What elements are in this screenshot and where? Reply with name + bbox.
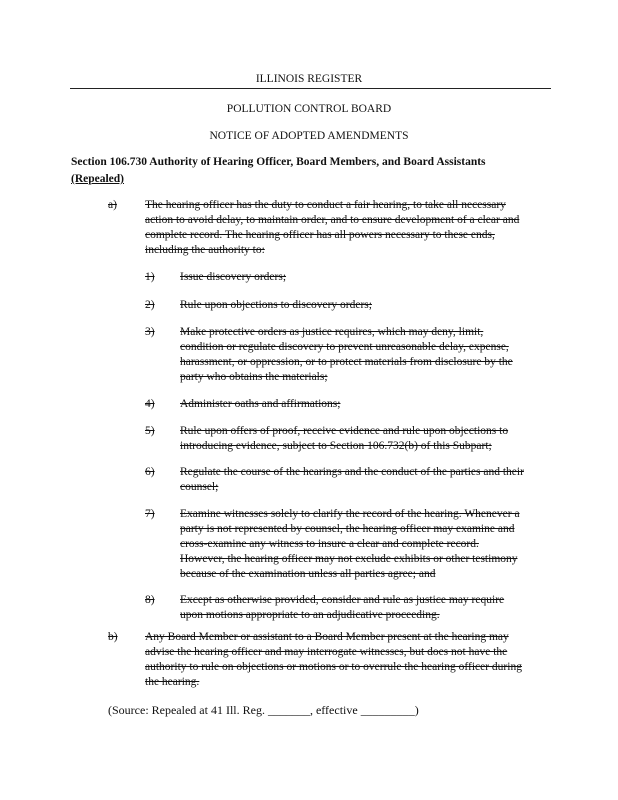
notice-title: NOTICE OF ADOPTED AMENDMENTS xyxy=(209,130,409,142)
text-line: Rule upon objections to discovery orders; xyxy=(180,299,372,311)
section-title: Section 106.730 Authority of Hearing Officer, Board Members, and Board Assistants xyxy=(71,156,486,168)
paragraph-label: 7) xyxy=(145,508,155,520)
text-line: However, the hearing officer may not exclude exhibits or other testimony xyxy=(180,553,518,565)
paragraph-text xyxy=(180,325,513,385)
paragraph-label: 4) xyxy=(145,398,155,410)
text-line: Make protective orders as justice requires, which may deny, limit, xyxy=(180,326,484,338)
text-line: cross-examine any witness to insure a clear and complete record. xyxy=(180,538,479,550)
text-line: complete record. The hearing officer has all powers necessary to these ends, xyxy=(145,229,495,241)
text-line: party who obtains the materials; xyxy=(180,371,328,383)
agency-name: POLLUTION CONTROL BOARD xyxy=(226,103,392,115)
paragraph-label: 8) xyxy=(145,594,155,606)
text-line: Rule upon offers of proof, receive evidence and rule upon objections to xyxy=(180,425,509,437)
paragraph-text xyxy=(145,198,519,258)
paragraph-text xyxy=(180,424,508,454)
text-line: Issue discovery orders; xyxy=(180,271,287,283)
paragraph-text xyxy=(180,270,286,285)
text-line: Regulate the course of the hearings and the conduct of the parties and their xyxy=(180,466,524,478)
text-line: Except as otherwise provided, consider and rule as justice may require xyxy=(180,594,505,606)
paragraph-label: 5) xyxy=(145,425,155,437)
text-line: advise the hearing officer and may interrogate witnesses, but does not have the xyxy=(145,646,508,658)
paragraph-label: a) xyxy=(108,199,117,211)
paragraph-text xyxy=(180,465,524,495)
text-line: counsel; xyxy=(180,481,219,493)
text-line: condition or regulate discovery to prevent unreasonable delay, expense, xyxy=(180,341,509,353)
paragraph-text xyxy=(180,507,520,582)
paragraph-text xyxy=(145,630,522,690)
paragraph-text xyxy=(180,298,372,313)
paragraph-label: 2) xyxy=(145,299,155,311)
text-line: upon motions appropriate to an adjudicative proceeding. xyxy=(180,609,440,621)
paragraph-text xyxy=(180,593,504,623)
source-note: (Source: Repealed at 41 Ill. Reg. _______, effective _________) xyxy=(108,703,419,717)
text-line: authority to rule on objections or motions or to overrule the hearing officer during xyxy=(145,661,522,673)
paragraph-text xyxy=(180,397,340,412)
paragraph-label: b) xyxy=(108,631,118,643)
section-status: (Repealed) xyxy=(71,173,125,185)
text-line: Examine witnesses solely to clarify the record of the hearing. Whenever a xyxy=(180,508,520,520)
register-header: ILLINOIS REGISTER xyxy=(255,73,363,85)
text-line: harassment, or oppression, or to protect materials from disclosure by the xyxy=(180,356,513,368)
text-line: including the authority to: xyxy=(145,244,265,256)
text-line: because of the examination unless all parties agree; and xyxy=(180,568,436,580)
paragraph-label: 3) xyxy=(145,326,155,338)
text-line: Administer oaths and affirmations; xyxy=(180,398,341,410)
text-line: the hearing. xyxy=(145,676,200,688)
text-line: introducing evidence, subject to Section 106.732(b) of this Subpart; xyxy=(180,440,492,452)
paragraph-label: 6) xyxy=(145,466,155,478)
text-line: The hearing officer has the duty to conduct a fair hearing, to take all necessary xyxy=(145,199,506,211)
text-line: Any Board Member or assistant to a Board Member present at the hearing may xyxy=(145,631,509,643)
text-line: party is not represented by counsel, the hearing officer may examine and xyxy=(180,523,515,535)
paragraph-label: 1) xyxy=(145,271,155,283)
text-line: action to avoid delay, to maintain order, and to ensure development of a clear and xyxy=(145,214,520,226)
header-rule xyxy=(70,88,551,89)
